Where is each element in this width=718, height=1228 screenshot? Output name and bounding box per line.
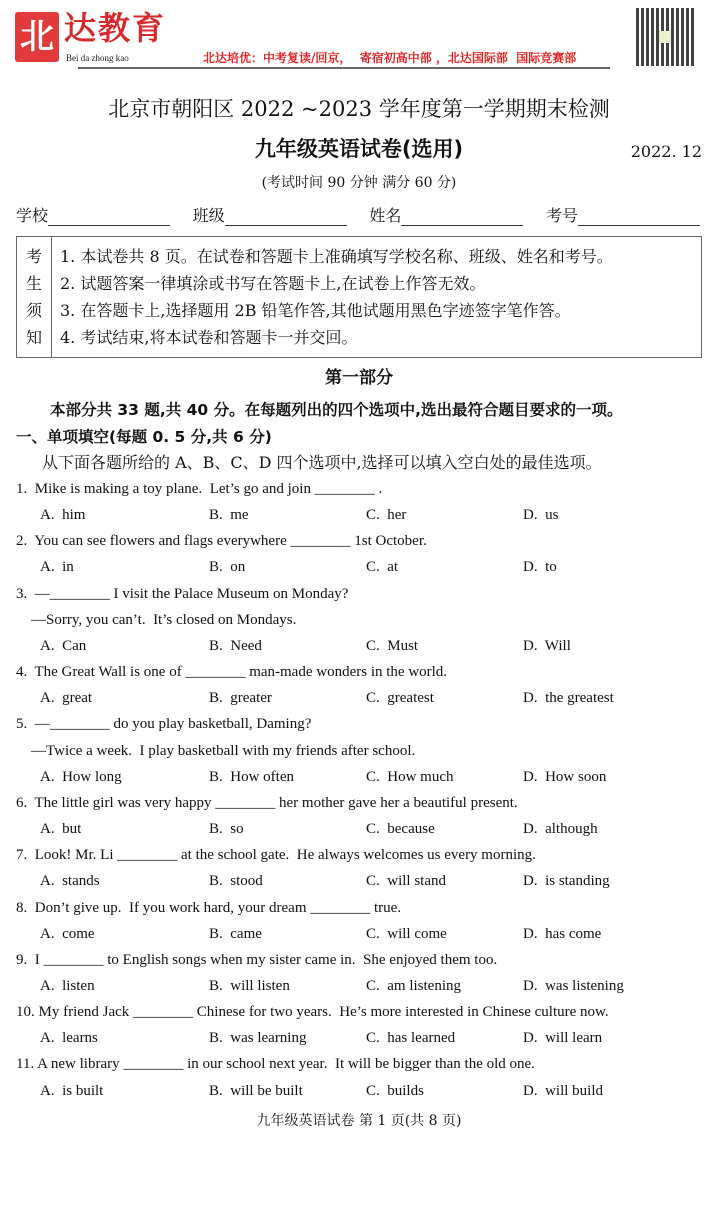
- answer-option[interactable]: D. is standing: [523, 873, 610, 890]
- answer-option[interactable]: B. came: [209, 925, 262, 942]
- answer-option[interactable]: C. am listening: [366, 977, 461, 994]
- answer-option[interactable]: A. stands: [40, 873, 100, 890]
- answer-option[interactable]: B. stood: [209, 873, 263, 890]
- question-text: 7. Look! Mr. Li ________ at the school gate. He always welcomes us every morning.: [16, 847, 536, 864]
- question-item: [16, 713, 711, 791]
- answer-options: [16, 870, 711, 896]
- answer-option[interactable]: A. him: [40, 507, 86, 524]
- answer-options: [16, 504, 711, 530]
- question-item: [16, 792, 711, 844]
- notice-label: 知: [25, 328, 42, 347]
- question-item: [16, 949, 711, 1001]
- answer-option[interactable]: C. builds: [366, 1082, 424, 1099]
- section-heading: 一、单项填空(每题 0. 5 分,共 6 分): [16, 428, 272, 446]
- answer-option[interactable]: A. come: [40, 925, 95, 942]
- exam-title: 北京市朝阳区 2022 ~2023 学年度第一学期期末检测: [108, 97, 610, 121]
- question-text: 2. You can see flowers and flags everywhere ________ 1st October.: [16, 533, 427, 550]
- question-item: [16, 661, 711, 713]
- qr-code-icon: [636, 8, 694, 66]
- question-item: [16, 530, 711, 582]
- answer-option[interactable]: C. Must: [366, 637, 419, 654]
- question-item: [16, 844, 711, 896]
- question-text: 10. My friend Jack ________ Chinese for two years. He’s more interested in Chinese culture now.: [16, 1004, 609, 1021]
- answer-option[interactable]: D. has come: [523, 925, 602, 942]
- answer-option[interactable]: B. me: [209, 507, 249, 524]
- question-list: [16, 478, 711, 1106]
- answer-option[interactable]: A. Can: [40, 637, 87, 654]
- logo-subtitle: Bei da zhong kao: [66, 53, 129, 63]
- answer-options: [16, 1027, 711, 1053]
- field-name[interactable]: 姓名: [369, 206, 523, 226]
- field-exam-number[interactable]: 考号: [546, 206, 700, 226]
- question-text: 9. I ________ to English songs when my sister came in. She enjoyed them too.: [16, 951, 498, 968]
- answer-option[interactable]: D. the greatest: [523, 690, 614, 707]
- answer-options: [16, 556, 711, 582]
- question-text: 1. Mike is making a toy plane. Let’s go and join ________ .: [16, 481, 383, 497]
- answer-option[interactable]: C. has learned: [366, 1030, 456, 1047]
- answer-option[interactable]: A. How long: [40, 768, 122, 785]
- answer-option[interactable]: C. will come: [366, 925, 447, 942]
- answer-option[interactable]: A. in: [40, 559, 74, 576]
- notice-label: 须: [25, 301, 42, 320]
- answer-option[interactable]: D. will learn: [523, 1030, 603, 1047]
- answer-option[interactable]: A. listen: [40, 977, 95, 994]
- exam-subtitle: 九年级英语试卷(选用): [254, 137, 464, 161]
- question-text: 11. A new library ________ in our school next year. It will be bigger than the old one.: [16, 1056, 535, 1073]
- exam-time: (考试时间 90 分钟 满分 60 分): [261, 175, 457, 191]
- answer-option[interactable]: A. is built: [40, 1082, 104, 1099]
- question-item: [16, 583, 711, 661]
- answer-options: [16, 975, 711, 1001]
- question-item: [16, 897, 711, 949]
- notice-item: 4. 考试结束,将本试卷和答题卡一并交回。: [60, 328, 358, 347]
- answer-option[interactable]: B. greater: [209, 690, 272, 707]
- answer-option[interactable]: D. to: [523, 559, 557, 576]
- answer-option[interactable]: D. will build: [523, 1082, 604, 1099]
- page-footer: 九年级英语试卷 第 1 页(共 8 页): [256, 1113, 462, 1129]
- answer-option[interactable]: A. but: [40, 821, 82, 838]
- answer-option[interactable]: B. was learning: [209, 1030, 307, 1047]
- answer-option[interactable]: D. us: [523, 507, 559, 524]
- answer-options: [16, 766, 711, 792]
- question-item: [16, 1053, 711, 1105]
- section-instruction: 从下面各题所给的 A、B、C、D 四个选项中,选择可以填入空白处的最佳选项。: [42, 453, 602, 472]
- part-intro: 本部分共 33 题,共 40 分。在每题列出的四个选项中,选出最符合题目要求的一项。: [50, 401, 623, 419]
- answer-option[interactable]: C. her: [366, 507, 407, 524]
- answer-option[interactable]: C. How much: [366, 768, 454, 785]
- question-text: —Sorry, you can’t. It’s closed on Mondays.: [16, 611, 297, 628]
- header-slogan: 北达培优：中考复读/回京， 寄宿初高中部 ，北达国际部 国际竞赛部: [203, 51, 577, 65]
- answer-option[interactable]: B. will listen: [209, 977, 290, 994]
- answer-option[interactable]: B. will be built: [209, 1082, 303, 1099]
- notice-item: 3. 在答题卡上,选择题用 2B 铅笔作答,其他试题用黑色字迹签字笔作答。: [60, 301, 571, 320]
- answer-option[interactable]: D. Will: [523, 637, 571, 654]
- answer-options: [16, 818, 711, 844]
- question-text: 4. The Great Wall is one of ________ man-made wonders in the world.: [16, 664, 448, 681]
- part-heading: 第一部分: [325, 368, 393, 388]
- question-text: 6. The little girl was very happy ________ her mother gave her a beautiful present.: [16, 794, 518, 811]
- student-info-fields: [16, 206, 700, 226]
- field-class[interactable]: 班级: [193, 206, 347, 226]
- answer-options: [16, 635, 711, 661]
- notice-label: 生: [25, 274, 42, 293]
- question-text: 3. —________ I visit the Palace Museum on Monday?: [16, 585, 349, 602]
- exam-date: 2022. 12: [630, 142, 702, 161]
- answer-option[interactable]: C. will stand: [366, 873, 447, 890]
- question-item: [16, 1001, 711, 1053]
- question-text: 8. Don’t give up. If you work hard, your dream ________ true.: [16, 899, 402, 916]
- logo-text: 达教育: [64, 9, 167, 47]
- question-text: —Twice a week. I play basketball with my friends after school.: [16, 742, 416, 759]
- notice-label: 考: [25, 247, 42, 266]
- answer-option[interactable]: B. How often: [209, 768, 294, 785]
- answer-options: [16, 687, 711, 713]
- exam-notice-box: [16, 236, 702, 358]
- header-divider: [78, 67, 610, 69]
- answer-option[interactable]: A. learns: [40, 1030, 98, 1047]
- answer-option[interactable]: B. on: [209, 559, 246, 576]
- field-school[interactable]: 学校: [16, 206, 170, 226]
- notice-item: 1. 本试卷共 8 页。在试卷和答题卡上准确填写学校名称、班级、姓名和考号。: [60, 247, 613, 266]
- question-item: [16, 478, 711, 530]
- logo-mark: 北: [15, 12, 59, 62]
- answer-options: [16, 923, 711, 949]
- answer-option[interactable]: C. at: [366, 559, 399, 576]
- answer-option[interactable]: B. so: [209, 821, 244, 838]
- answer-options: [16, 1080, 711, 1106]
- answer-option[interactable]: D. How soon: [523, 768, 607, 785]
- answer-option[interactable]: C. greatest: [366, 690, 434, 707]
- answer-option[interactable]: C. because: [366, 821, 435, 838]
- question-text: 5. —________ do you play basketball, Daming?: [16, 716, 312, 733]
- answer-option[interactable]: D. was listening: [523, 977, 624, 994]
- answer-option[interactable]: B. Need: [209, 637, 262, 654]
- notice-item: 2. 试题答案一律填涂或书写在答题卡上,在试卷上作答无效。: [60, 274, 486, 293]
- answer-option[interactable]: A. great: [40, 690, 93, 707]
- answer-option[interactable]: D. although: [523, 821, 598, 838]
